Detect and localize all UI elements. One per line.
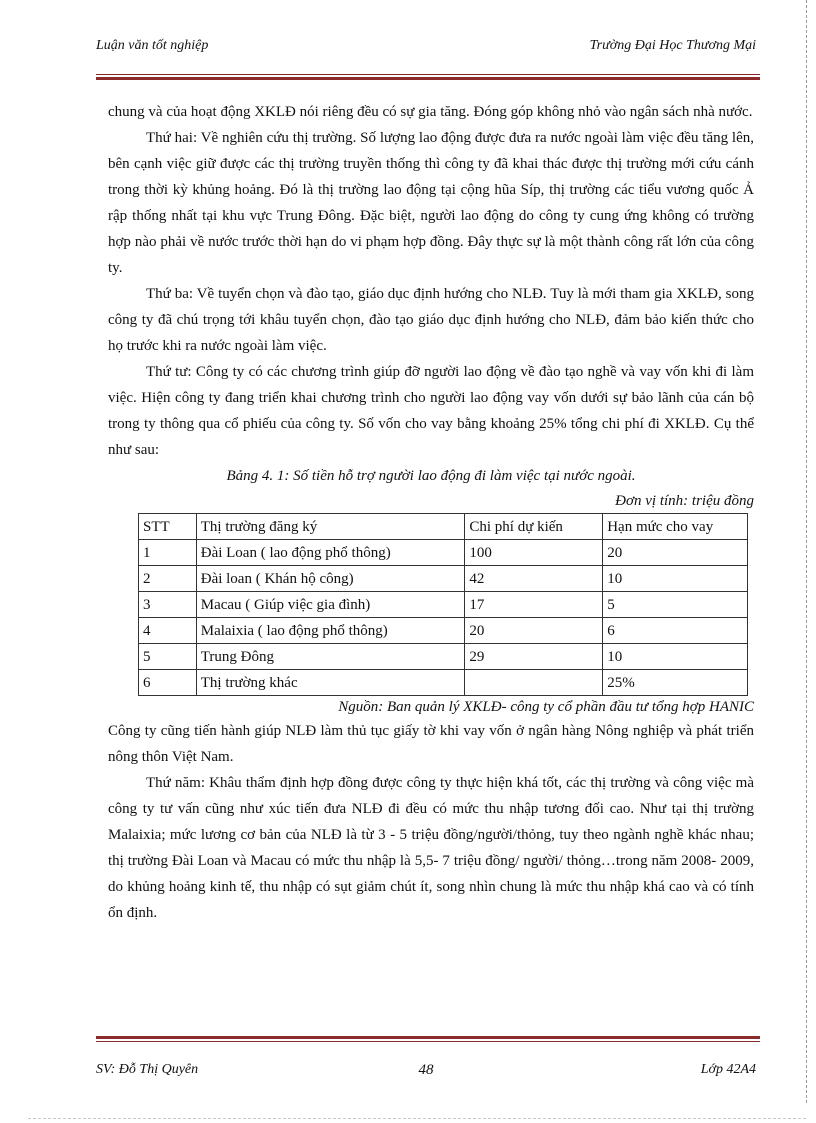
table-header-cell: STT — [139, 514, 197, 540]
table-cell: 3 — [139, 592, 197, 618]
table-cell: 2 — [139, 566, 197, 592]
table-cell: 6 — [139, 670, 197, 696]
table-caption: Bảng 4. 1: Số tiền hỗ trợ người lao động đi làm việc tại nước ngoài. — [226, 468, 636, 484]
table-source: Nguồn: Ban quản lý XKLĐ- công ty cổ phần đầu tư tổng hợp HANIC — [338, 699, 754, 715]
footer-student-name: SV: Đỗ Thị Quyên — [96, 1062, 199, 1077]
table-row — [139, 644, 748, 670]
header-rule-thin — [96, 74, 760, 75]
table-row — [139, 618, 748, 644]
table-cell: 25% — [603, 670, 748, 696]
header-thesis-label: Luận văn tốt nghiệp — [96, 38, 209, 53]
support-table — [138, 513, 748, 696]
table-cell: Thị trường khác — [196, 670, 465, 696]
table-cell: 1 — [139, 540, 197, 566]
table-cell: 10 — [603, 566, 748, 592]
table-unit: Đơn vị tính: triệu đồng — [615, 493, 754, 509]
paragraph-5: Công ty cũng tiến hành giúp NLĐ làm thủ tục giấy tờ khi vay vốn ở ngân hàng Nông nghiệp và phát triển nông thôn Việt Nam. — [108, 723, 754, 765]
footer-class-label: Lớp 42A4 — [700, 1062, 756, 1077]
table-cell: Đài loan ( Khán hộ công) — [196, 566, 465, 592]
page-frame-right — [806, 0, 807, 1103]
table-cell: 5 — [139, 644, 197, 670]
table-header-cell: Chi phí dự kiến — [465, 514, 603, 540]
paragraph-4: Thứ tư: Công ty có các chương trình giúp đỡ người lao động về đào tạo nghề và vay vốn khi đi làm việc. Hiện công ty đang triển khai chương trình cho người lao động vay vốn dưới sự bảo lãnh của cán bộ trong ty thông qua cổ phiếu của công ty. Số vốn cho vay bằng khoảng 25% tổng chi phí đi XKLĐ. Cụ thể như sau: — [108, 364, 754, 458]
table-row — [139, 670, 748, 696]
page-header — [96, 38, 756, 62]
table-cell: 20 — [465, 618, 603, 644]
page-footer — [96, 1062, 756, 1086]
paragraph-2: Thứ hai: Về nghiên cứu thị trường. Số lượng lao động được đưa ra nước ngoài làm việc đều tăng lên, bên cạnh việc giữ được các thị trường truyền thống thì công ty đã khai thác được thị trường mới cứu cánh trong thời kỳ khủng hoảng. Đó là thị trường lao động tại cộng hũa Síp, thị trường các tiểu vương quốc Ả rập thống nhất tại khu vực Trung Đông. Đặc biệt, người lao động do công ty cung ứng không có trường hợp nào phải về nước trước thời hạn do vi phạm hợp đồng. Đây thực sự là một thành công rất lớn của công ty. — [108, 130, 754, 276]
table-cell — [465, 670, 603, 696]
page-frame-bottom — [28, 1118, 806, 1119]
table-cell: 29 — [465, 644, 603, 670]
table-cell: 17 — [465, 592, 603, 618]
table-cell: 20 — [603, 540, 748, 566]
table-cell: 5 — [603, 592, 748, 618]
table-cell: 42 — [465, 566, 603, 592]
header-university-label: Trường Đại Học Thương Mại — [589, 38, 756, 53]
page-body — [108, 99, 754, 926]
table-cell: Malaixia ( lao động phổ thông) — [196, 618, 465, 644]
page-number: 48 — [418, 1062, 434, 1078]
header-rule-thick — [96, 77, 760, 80]
table-cell: 6 — [603, 618, 748, 644]
table-header-cell: Thị trường đăng ký — [196, 514, 465, 540]
paragraph-6: Thứ năm: Khâu thẩm định hợp đồng được công ty thực hiện khá tốt, các thị trường và công việc mà công ty tư vấn cũng như xúc tiến đưa NLĐ đi đều có mức thu nhập tương đối cao. Như tại thị trường Malaixia; mức lương cơ bản của NLĐ là từ 3 - 5 triệu đồng/người/thỏng, tuy theo ngành nghề khác nhau; thị trường Đài Loan và Macau có mức thu nhập là 5,5- 7 triệu đồng/ người/ thỏng…trong năm 2008- 2009, do khủng hoảng kinh tế, thu nhập có sụt giảm chút ít, song nhìn chung là mức thu nhập khá cao và có tính ổn định. — [108, 775, 754, 921]
paragraph-3: Thứ ba: Về tuyển chọn và đào tạo, giáo dục định hướng cho NLĐ. Tuy là mới tham gia XKLĐ, song công ty đã chú trọng tới khâu tuyển chọn, đào tạo giáo dục định hướng cho NLĐ, đảm bảo kiến thức cho họ trước khi ra nước ngoài làm việc. — [108, 286, 754, 354]
table-cell: 100 — [465, 540, 603, 566]
table-row — [139, 540, 748, 566]
footer-rule-thick — [96, 1036, 760, 1039]
table-row — [139, 566, 748, 592]
table-cell: Macau ( Giúp việc gia đình) — [196, 592, 465, 618]
table-header-row — [139, 514, 748, 540]
table-cell: 10 — [603, 644, 748, 670]
table-header-cell: Hạn mức cho vay — [603, 514, 748, 540]
table-row — [139, 592, 748, 618]
footer-rule-thin — [96, 1041, 760, 1042]
table-cell: Đài Loan ( lao động phổ thông) — [196, 540, 465, 566]
paragraph-1: chung và của hoạt động XKLĐ nói riêng đều có sự gia tăng. Đóng góp không nhỏ vào ngân sách nhà nước. — [108, 104, 753, 120]
table-cell: Trung Đông — [196, 644, 465, 670]
table-cell: 4 — [139, 618, 197, 644]
